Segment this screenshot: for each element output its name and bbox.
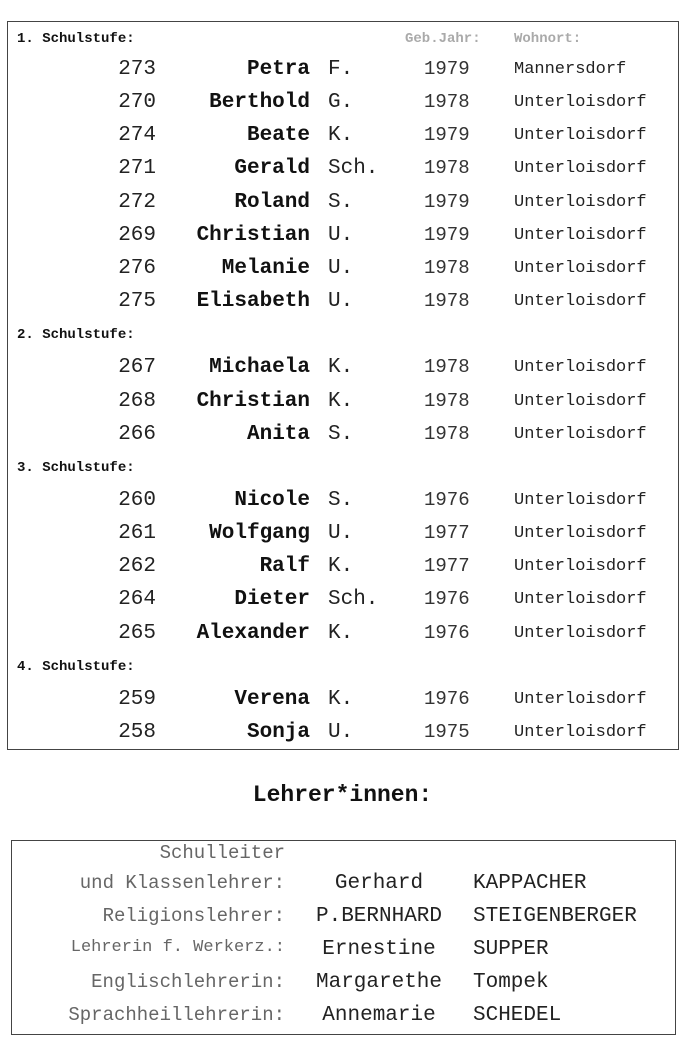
teacher-role: Sprachheillehrerin:: [68, 1004, 285, 1026]
student-birth-year: 1977: [424, 555, 470, 578]
student-number: 264: [118, 588, 156, 612]
student-birth-year: 1978: [424, 256, 470, 279]
student-surname-initial: U.: [328, 522, 354, 546]
student-surname-initial: U.: [328, 256, 354, 280]
teacher-role: Religionslehrer:: [102, 905, 285, 927]
teacher-first-name: Annemarie: [322, 1004, 436, 1027]
student-residence: Unterloisdorf: [514, 557, 647, 577]
student-birth-year: 1976: [424, 488, 470, 511]
student-residence: Unterloisdorf: [514, 424, 647, 444]
student-number: 262: [118, 555, 156, 579]
teacher-first-name: Margarethe: [315, 971, 443, 994]
student-number: 268: [118, 389, 156, 413]
student-surname-initial: Sch.: [328, 157, 379, 181]
student-residence: Unterloisdorf: [514, 490, 647, 510]
grade-label: 3. Schulstufe:: [17, 459, 135, 476]
teacher-last-name: STEIGENBERGER: [473, 905, 637, 928]
teachers-title: Lehrer*innen:: [252, 782, 433, 808]
student-number: 275: [118, 290, 156, 314]
student-first-name: Beate: [246, 124, 310, 148]
student-first-name: Elisabeth: [196, 290, 310, 314]
teacher-role: und Klassenlehrer:: [79, 872, 285, 894]
residence-header: Wohnort:: [514, 31, 582, 47]
student-surname-initial: S.: [328, 488, 354, 512]
teacher-role: Lehrerin f. Werkerz.:: [70, 938, 285, 957]
student-residence: Unterloisdorf: [514, 689, 647, 709]
student-first-name: Melanie: [221, 256, 310, 280]
student-first-name: Alexander: [196, 621, 310, 645]
student-first-name: Michaela: [209, 356, 310, 380]
student-number: 267: [118, 356, 156, 380]
student-number: 272: [118, 190, 156, 214]
student-number: 265: [118, 621, 156, 645]
student-first-name: Dieter: [234, 588, 310, 612]
student-first-name: Wolfgang: [209, 522, 310, 546]
teacher-role: Englischlehrerin:: [91, 971, 285, 993]
student-surname-initial: K.: [328, 555, 354, 579]
teacher-last-name: KAPPACHER: [473, 872, 587, 895]
student-first-name: Ralf: [259, 555, 310, 579]
student-birth-year: 1977: [424, 522, 470, 545]
student-number: 271: [118, 157, 156, 181]
student-surname-initial: F.: [328, 58, 354, 81]
student-number: 270: [118, 91, 156, 115]
student-surname-initial: K.: [328, 621, 354, 645]
student-surname-initial: Sch.: [328, 588, 379, 612]
teacher-first-name: P.BERNHARD: [315, 905, 443, 928]
student-number: 274: [118, 124, 156, 148]
teacher-role: Schulleiter: [159, 842, 285, 864]
student-birth-year: 1978: [424, 157, 470, 180]
student-residence: Unterloisdorf: [514, 93, 647, 113]
student-residence: Mannersdorf: [514, 60, 627, 79]
teacher-last-name: SUPPER: [473, 938, 549, 961]
student-birth-year: 1978: [424, 91, 470, 114]
student-first-name: Petra: [246, 58, 310, 81]
student-birth-year: 1979: [424, 190, 470, 213]
student-birth-year: 1978: [424, 356, 470, 379]
student-residence: Unterloisdorf: [514, 723, 647, 742]
student-number: 273: [118, 58, 156, 81]
student-residence: Unterloisdorf: [514, 126, 647, 146]
student-number: 260: [118, 488, 156, 512]
student-residence: Unterloisdorf: [514, 292, 647, 312]
student-surname-initial: K.: [328, 389, 354, 413]
student-birth-year: 1979: [424, 58, 470, 80]
student-first-name: Gerald: [234, 157, 310, 181]
student-residence: Unterloisdorf: [514, 258, 647, 278]
student-number: 269: [118, 223, 156, 247]
student-birth-year: 1975: [424, 721, 470, 743]
student-surname-initial: K.: [328, 124, 354, 148]
teacher-first-name: Ernestine: [322, 938, 436, 961]
student-surname-initial: S.: [328, 422, 354, 446]
teacher-last-name: SCHEDEL: [473, 1004, 562, 1027]
student-first-name: Verena: [234, 687, 310, 711]
student-number: 261: [118, 522, 156, 546]
student-residence: Unterloisdorf: [514, 358, 647, 378]
teacher-last-name: Tompek: [473, 971, 549, 994]
grade-label: 2. Schulstufe:: [17, 327, 135, 344]
student-birth-year: 1979: [424, 124, 470, 147]
student-birth-year: 1976: [424, 588, 470, 611]
student-surname-initial: K.: [328, 356, 354, 380]
student-first-name: Nicole: [234, 488, 310, 512]
student-residence: Unterloisdorf: [514, 192, 647, 212]
grade-label: 4. Schulstufe:: [17, 658, 135, 675]
student-residence: Unterloisdorf: [514, 524, 647, 544]
student-surname-initial: U.: [328, 223, 354, 247]
student-first-name: Sonja: [246, 721, 310, 744]
student-first-name: Berthold: [209, 91, 310, 115]
student-first-name: Anita: [246, 422, 310, 446]
student-residence: Unterloisdorf: [514, 391, 647, 411]
student-residence: Unterloisdorf: [514, 225, 647, 245]
student-birth-year: 1978: [424, 422, 470, 445]
student-birth-year: 1976: [424, 621, 470, 644]
student-surname-initial: G.: [328, 91, 354, 115]
student-number: 266: [118, 422, 156, 446]
teacher-first-name: Gerhard: [334, 872, 424, 895]
student-first-name: Christian: [196, 389, 310, 413]
student-surname-initial: S.: [328, 190, 354, 214]
student-number: 276: [118, 256, 156, 280]
birth-year-header: Geb.Jahr:: [405, 31, 481, 47]
grade-label: 1. Schulstufe:: [17, 31, 135, 47]
student-birth-year: 1976: [424, 687, 470, 710]
student-number: 258: [118, 721, 156, 744]
student-number: 259: [118, 687, 156, 711]
student-residence: Unterloisdorf: [514, 159, 647, 179]
student-surname-initial: U.: [328, 290, 354, 314]
student-residence: Unterloisdorf: [514, 590, 647, 610]
student-first-name: Roland: [234, 190, 310, 214]
student-birth-year: 1978: [424, 389, 470, 412]
student-surname-initial: K.: [328, 687, 354, 711]
student-surname-initial: U.: [328, 721, 354, 744]
student-residence: Unterloisdorf: [514, 623, 647, 643]
student-birth-year: 1978: [424, 290, 470, 313]
student-first-name: Christian: [196, 223, 310, 247]
student-birth-year: 1979: [424, 223, 470, 246]
